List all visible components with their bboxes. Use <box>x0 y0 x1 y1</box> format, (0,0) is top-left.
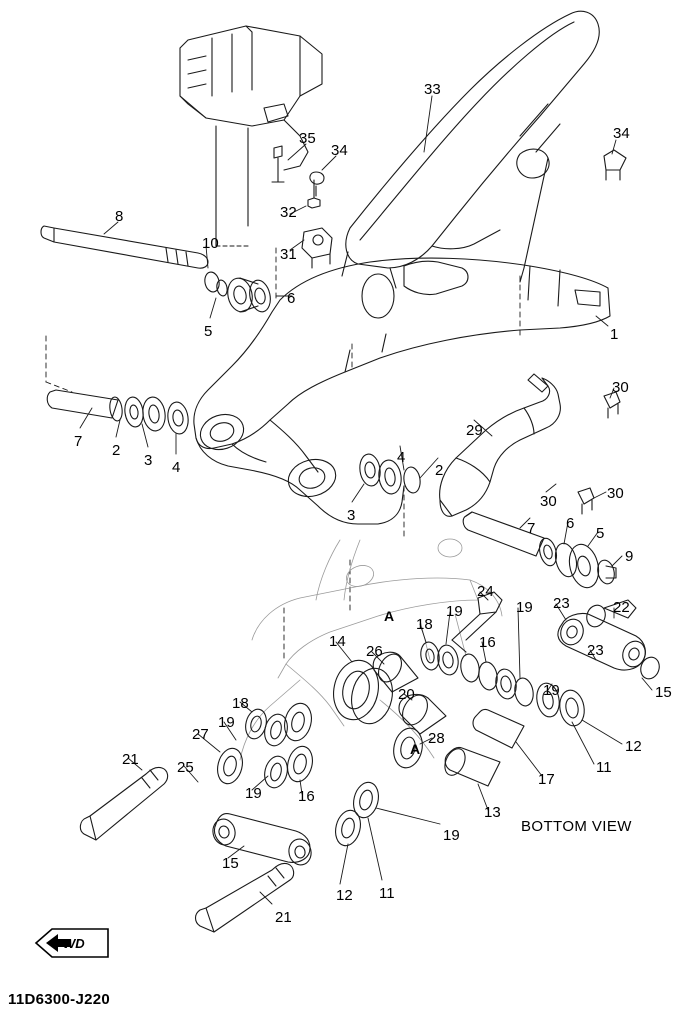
callout-5: 5 <box>596 525 605 542</box>
callout-19: 19 <box>443 827 460 844</box>
callout-8: 8 <box>115 208 124 225</box>
callout-4: 4 <box>397 449 406 466</box>
callout-2: 2 <box>112 442 121 459</box>
callout-1: 1 <box>610 326 619 343</box>
callout-3: 3 <box>144 452 153 469</box>
callout-22: 22 <box>613 599 630 616</box>
callout-3: 3 <box>347 507 356 524</box>
callout-33: 33 <box>424 81 441 98</box>
callout-30: 30 <box>612 379 629 396</box>
callout-9: 9 <box>625 548 634 565</box>
callout-11: 11 <box>379 885 395 902</box>
callout-13: 13 <box>484 804 501 821</box>
callout-27: 27 <box>192 726 209 743</box>
callout-14: 14 <box>329 633 346 650</box>
callout-A: A <box>384 608 395 624</box>
callout-A: A <box>410 741 421 757</box>
callout-11: 11 <box>596 759 612 776</box>
callout-7: 7 <box>74 433 83 450</box>
callout-15: 15 <box>222 855 239 872</box>
callout-2: 2 <box>435 462 444 479</box>
callout-12: 12 <box>625 738 642 755</box>
callout-18: 18 <box>416 616 433 633</box>
callout-17: 17 <box>538 771 555 788</box>
callout-31: 31 <box>280 246 297 263</box>
callout-19: 19 <box>245 785 262 802</box>
callout-28: 28 <box>428 730 445 747</box>
callout-12: 12 <box>336 887 353 904</box>
callout-18: 18 <box>232 695 249 712</box>
callout-34: 34 <box>613 125 630 142</box>
callout-25: 25 <box>177 759 194 776</box>
callout-30: 30 <box>607 485 624 502</box>
callout-20: 20 <box>398 686 415 703</box>
callout-32: 32 <box>280 204 297 221</box>
callout-30: 30 <box>540 493 557 510</box>
callout-19: 19 <box>516 599 533 616</box>
callout-19: 19 <box>446 603 463 620</box>
callout-34: 34 <box>331 142 348 159</box>
callout-24: 24 <box>477 583 494 600</box>
fwd-label: FWD <box>55 936 85 951</box>
callout-35: 35 <box>299 130 316 147</box>
callout-16: 16 <box>298 788 315 805</box>
callout-21: 21 <box>275 909 292 926</box>
callout-29: 29 <box>466 422 483 439</box>
callout-23: 23 <box>553 595 570 612</box>
callout-7: 7 <box>527 520 536 537</box>
callout-26: 26 <box>366 643 383 660</box>
callout-15: 15 <box>655 684 672 701</box>
callout-10: 10 <box>202 235 219 252</box>
bottom-view-label: BOTTOM VIEW <box>521 818 632 835</box>
callout-4: 4 <box>172 459 181 476</box>
callout-19: 19 <box>543 682 560 699</box>
diagram-part-number: 11D6300-J220 <box>8 991 111 1008</box>
callout-16: 16 <box>479 634 496 651</box>
callout-21: 21 <box>122 751 139 768</box>
callout-6: 6 <box>287 290 296 307</box>
callout-23: 23 <box>587 642 604 659</box>
callout-6: 6 <box>566 515 575 532</box>
callout-5: 5 <box>204 323 213 340</box>
callout-19: 19 <box>218 714 235 731</box>
